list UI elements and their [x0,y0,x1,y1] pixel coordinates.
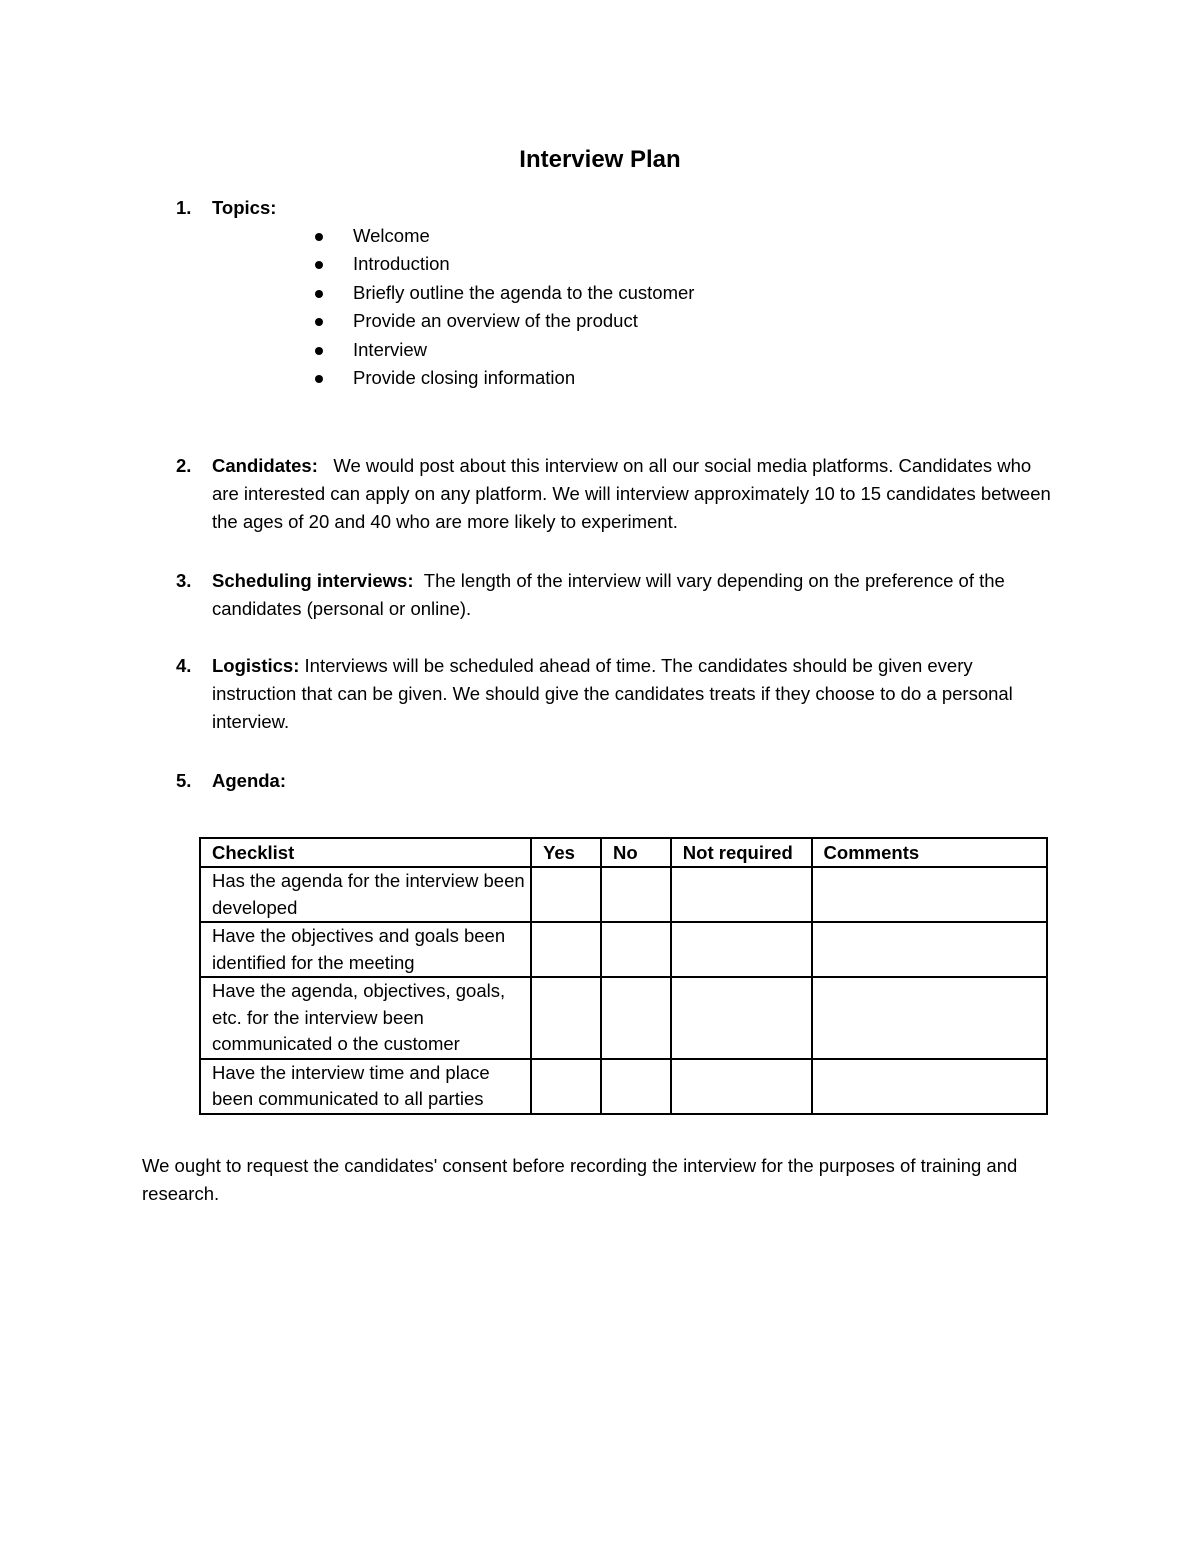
list-item: Provide an overview of the product [312,307,694,335]
comments-cell [812,977,1047,1059]
section-heading: Candidates: [212,455,318,476]
table-row [200,977,1047,1059]
checklist-item: Has the agenda for the interview been developed [200,867,531,922]
section-heading: Topics: [212,197,277,218]
section-scheduling [176,567,1062,623]
not-required-cell [671,922,812,977]
section-number: 5. [176,770,192,791]
comments-cell [812,922,1047,977]
bullet-icon [315,290,323,298]
yes-cell [531,977,601,1059]
no-cell [601,922,671,977]
topics-list [312,222,694,392]
no-cell [601,867,671,922]
section-agenda [176,767,1062,795]
comments-cell [812,1059,1047,1114]
section-number: 1. [176,197,192,218]
section-text: Interviews will be scheduled ahead of time. The candidates should be given every instruction that can be given. We should give the candidates treats if they choose to do a personal interview. [212,655,1013,732]
closing-note: We ought to request the candidates' consent before recording the interview for the purposes of training and research. [142,1155,1018,1204]
table-row [200,922,1047,977]
bullet-icon [315,261,323,269]
bullet-icon [315,347,323,355]
page-title: Interview Plan [519,146,681,173]
section-text: We would post about this interview on all our social media platforms. Candidates who are interested can apply on any platform. We will interview approximately 10 to 15 candidates between the ages of 20 and 40 who are more likely to experiment. [212,455,1051,532]
checklist-item: Have the interview time and place been communicated to all parties [200,1059,531,1114]
section-heading: Scheduling interviews: [212,570,414,591]
column-header-yes: Yes [531,838,601,867]
not-required-cell [671,977,812,1059]
checklist-item: Have the agenda, objectives, goals, etc. for the interview been communicated o the customer [200,977,531,1059]
no-cell [601,1059,671,1114]
comments-cell [812,867,1047,922]
checklist-item: Have the objectives and goals been identified for the meeting [200,922,531,977]
column-header-not-required: Not required [671,838,812,867]
bullet-icon [315,233,323,241]
column-header-checklist: Checklist [200,838,531,867]
agenda-checklist-table [199,837,1048,1115]
section-number: 4. [176,655,192,676]
not-required-cell [671,867,812,922]
list-item: Interview [312,336,694,364]
bullet-icon [315,318,323,326]
table-header-row [200,838,1047,867]
section-logistics [176,652,1062,736]
list-item: Welcome [312,222,694,250]
yes-cell [531,922,601,977]
section-number: 2. [176,455,192,476]
section-candidates [176,452,1062,536]
yes-cell [531,1059,601,1114]
no-cell [601,977,671,1059]
table-row [200,1059,1047,1114]
column-header-no: No [601,838,671,867]
yes-cell [531,867,601,922]
list-item: Briefly outline the agenda to the customer [312,279,694,307]
section-heading: Agenda: [212,770,286,791]
list-item: Introduction [312,250,694,278]
not-required-cell [671,1059,812,1114]
table-row [200,867,1047,922]
bullet-icon [315,375,323,383]
section-number: 3. [176,570,192,591]
column-header-comments: Comments [812,838,1047,867]
list-item: Provide closing information [312,364,694,392]
section-heading: Logistics: [212,655,300,676]
section-text: The length of the interview will vary depending on the preference of the candidates (personal or online). [212,570,1005,619]
section-topics [176,194,1062,222]
